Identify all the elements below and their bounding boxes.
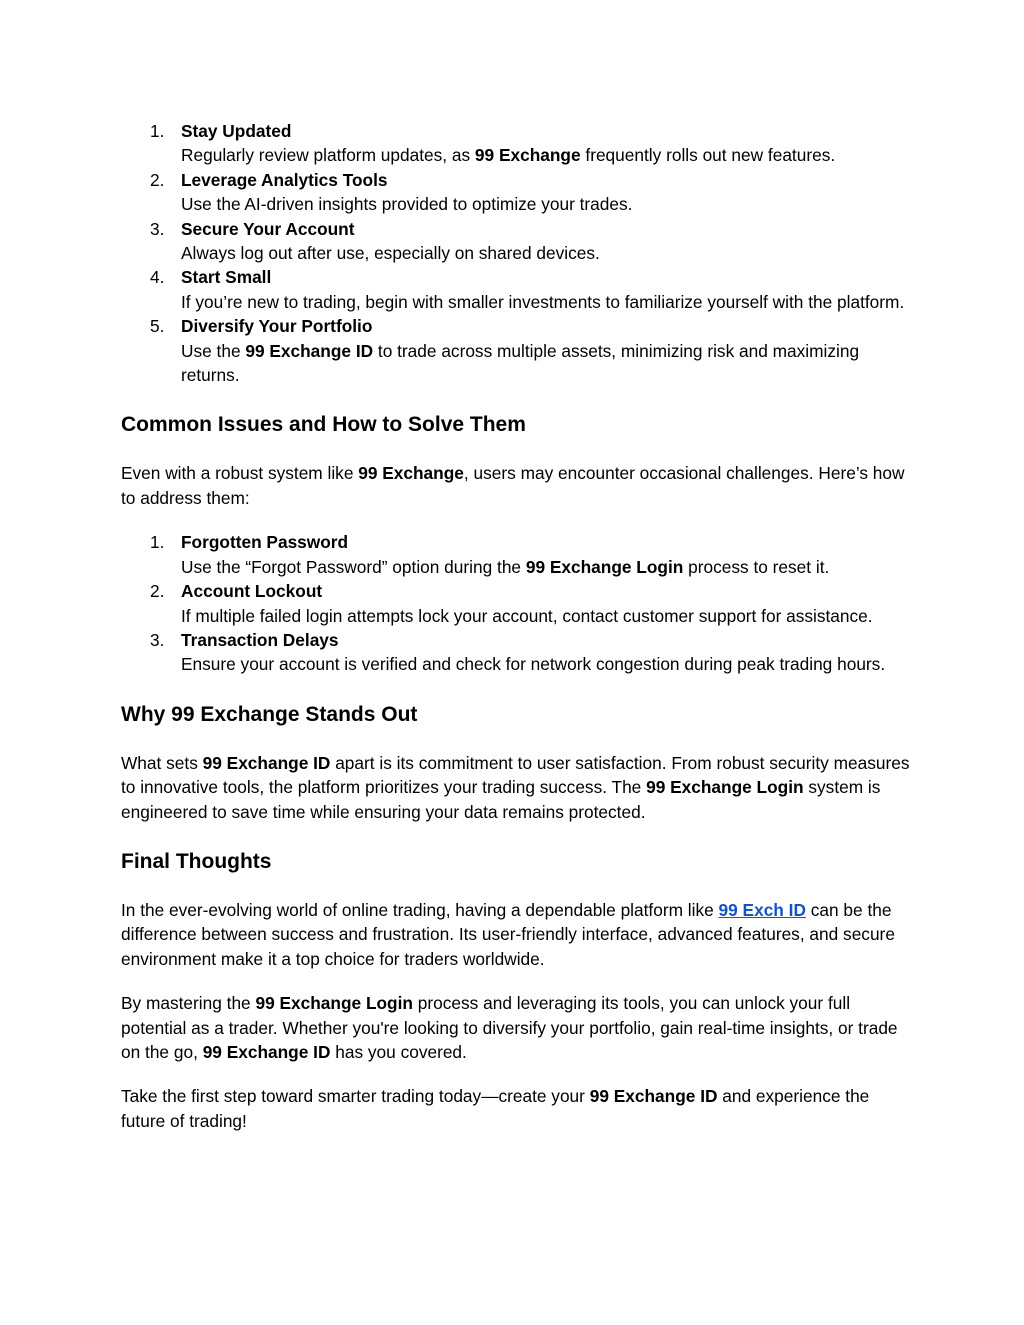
list-number: 4. (150, 267, 165, 288)
list-item (121, 314, 914, 387)
list-number: 2. (150, 169, 165, 190)
list-item (121, 217, 914, 266)
text-run: frequently rolls out new features. (580, 145, 836, 166)
list-item-description (181, 192, 914, 216)
text-run: has you covered. (330, 1041, 467, 1062)
list-item-description (181, 290, 914, 314)
list-number: 5. (150, 316, 165, 337)
text-run: Use the AI-driven insights provided to optimize your trades. (181, 194, 633, 215)
text-run: By mastering the (121, 993, 256, 1014)
text-run: Take the first step toward smarter trading today—create your (121, 1086, 590, 1107)
list-item-title: Stay Updated (181, 121, 292, 141)
list-item-title: Account Lockout (181, 581, 323, 602)
list-item (121, 628, 914, 677)
text-run: and experience the future of trading! (121, 1086, 870, 1131)
bold-text: 99 Exchange (358, 463, 464, 484)
bold-text: 99 Exchange (474, 145, 581, 166)
list-number: 2. (150, 581, 165, 602)
text-run: If you’re new to trading, begin with smaller investments to familiarize yourself with the platform. (181, 291, 905, 312)
list-item (121, 265, 914, 314)
final-paragraph (121, 1084, 914, 1133)
tips-list (121, 119, 914, 387)
text-run: If multiple failed login attempts lock your account, contact customer support for assistance. (181, 605, 873, 626)
text-run: process to reset it. (683, 556, 830, 577)
final-paragraph (121, 898, 914, 971)
list-item-title: Diversify Your Portfolio (181, 316, 373, 337)
text-run: , users may encounter occasional challenges. Here’s how to address them: (121, 463, 905, 508)
text-run: What sets (121, 752, 203, 773)
list-item-description (181, 604, 914, 628)
common-issues-intro (121, 461, 914, 510)
list-item-title: Forgotten Password (181, 532, 349, 553)
list-item-description (181, 241, 914, 265)
text-run: process and leveraging its tools, you can unlock your full potential as a trader. Whether you're looking to diversify your portfolio, gain real-time insights, or trade on the go, (121, 993, 898, 1062)
list-item-description (181, 339, 914, 388)
text-run: Use the (181, 340, 246, 361)
inline-link[interactable]: 99 Exch ID (718, 899, 806, 920)
text-run: system is engineered to save time while ensuring your data remains protected. (121, 777, 881, 822)
list-number: 1. (150, 532, 165, 553)
list-item (121, 530, 914, 579)
final-paragraph (121, 991, 914, 1064)
list-item-title: Secure Your Account (181, 218, 355, 239)
list-item-description (181, 555, 914, 579)
list-item-title: Leverage Analytics Tools (181, 169, 388, 190)
text-run: Always log out after use, especially on shared devices. (181, 243, 600, 264)
bold-text: 99 Exchange Login (525, 556, 684, 577)
text-run: Even with a robust system like (121, 463, 359, 484)
bold-text: 99 Exchange ID (245, 340, 374, 361)
section-heading-why: Why 99 Exchange Stands Out (121, 702, 418, 726)
text-run: Use the “Forgot Password” option during the (181, 556, 526, 577)
list-item-description (181, 652, 914, 676)
bold-text: 99 Exchange ID (589, 1086, 718, 1107)
bold-text: 99 Exchange Login (646, 777, 804, 798)
section-heading-common-issues: Common Issues and How to Solve Them (121, 413, 526, 437)
text-run: Regularly review platform updates, as (181, 145, 475, 166)
bold-text: 99 Exchange Login (255, 993, 413, 1014)
text-run: to trade across multiple assets, minimizing risk and maximizing returns. (181, 340, 860, 386)
list-item (121, 119, 914, 168)
text-run: apart is its commitment to user satisfaction. From robust security measures to innovative tools, the platform prioritizes your trading success. The (121, 752, 910, 798)
text-run: In the ever-evolving world of online trading, having a dependable platform like (121, 899, 719, 920)
text-run: Ensure your account is verified and check for network congestion during peak trading hours. (181, 654, 886, 675)
list-number: 3. (150, 218, 165, 239)
why-paragraph (121, 751, 914, 824)
bold-text: 99 Exchange ID (202, 752, 331, 773)
issues-list (121, 530, 914, 676)
list-item-title: Transaction Delays (181, 629, 339, 650)
list-item-description (181, 143, 914, 167)
text-run: can be the difference between success and frustration. Its user-friendly interface, advanced features, and secure environment make it a top choice for traders worldwide. (121, 899, 895, 969)
section-heading-final-thoughts: Final Thoughts (121, 849, 272, 873)
list-item (121, 168, 914, 217)
list-item-title: Start Small (181, 267, 272, 288)
bold-text: 99 Exchange ID (202, 1041, 331, 1062)
list-item (121, 579, 914, 628)
list-number: 3. (150, 629, 165, 650)
list-number: 1. (150, 121, 165, 141)
